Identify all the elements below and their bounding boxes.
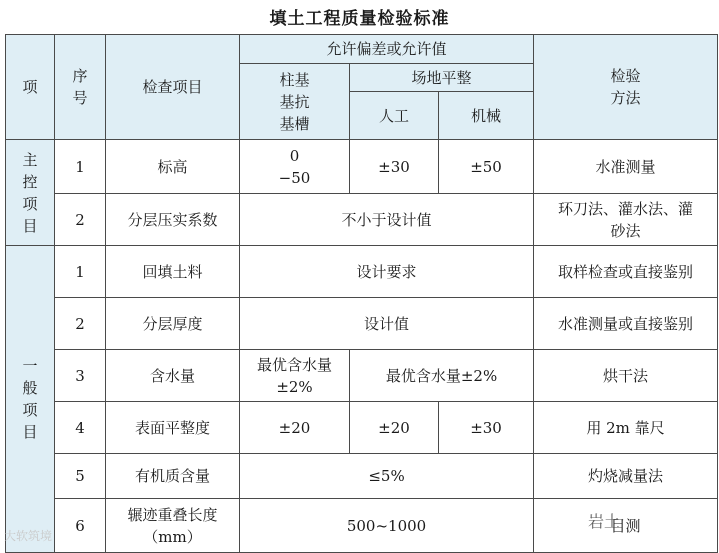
cell-value: ≤5% [240,454,534,499]
cell-item: 辗迹重叠长度 （mm） [106,499,240,553]
cell-machine: ±30 [439,402,534,454]
cell-item: 有机质含量 [106,454,240,499]
group-main: 主 控 项 目 [6,140,55,246]
header-seq: 序 号 [55,35,106,140]
table-row [6,454,718,499]
cell-manual: ±20 [350,402,439,454]
cell-item: 含水量 [106,350,240,402]
cell-item: 标高 [106,140,240,194]
header-method: 检验 方法 [534,35,718,140]
cell-value: 500~1000 [240,499,534,553]
cell-method: 用 2m 靠尺 [534,402,718,454]
cell-seq: 1 [55,140,106,194]
table-row [6,402,718,454]
group-general: 一 般 项 目 [6,246,55,553]
header-pile: 柱基 基抗 基槽 [240,64,350,140]
table-row [6,298,718,350]
cell-seq: 3 [55,350,106,402]
cell-method: 取样检查或直接鉴别 [534,246,718,298]
cell-item: 分层压实系数 [106,194,240,246]
cell-pile: 0 −50 [240,140,350,194]
cell-seq: 2 [55,194,106,246]
table-row [6,246,718,298]
table-title: 填土工程质量检验标准 [269,9,450,29]
header-check-item: 检查项目 [106,35,240,140]
watermark-right: 岩土 [588,512,621,531]
table-row [6,194,718,246]
cell-item: 分层厚度 [106,298,240,350]
header-site: 场地平整 [350,64,534,92]
header-item: 项 [6,35,55,140]
cell-method: 环刀法、灌水法、灌 砂法 [534,194,718,246]
cell-value: 设计要求 [240,246,534,298]
cell-method: 水准测量或直接鉴别 [534,298,718,350]
watermark-left: 大软筑境 [4,529,53,543]
cell-item: 回填土料 [106,246,240,298]
cell-seq: 2 [55,298,106,350]
cell-pile: 最优含水量 ±2% [240,350,350,402]
table-row [6,140,718,194]
cell-pile: ±20 [240,402,350,454]
cell-site: 最优含水量±2% [350,350,534,402]
cell-method: 目测 [534,499,718,553]
cell-method: 烘干法 [534,350,718,402]
cell-item: 表面平整度 [106,402,240,454]
header-machine: 机械 [439,92,534,140]
header-row-1 [6,35,718,64]
quality-standard-table [5,34,718,553]
cell-seq: 4 [55,402,106,454]
cell-value: 不小于设计值 [240,194,534,246]
header-tolerance: 允许偏差或允许值 [240,35,534,64]
cell-seq: 5 [55,454,106,499]
cell-method: 灼烧减量法 [534,454,718,499]
cell-method: 水准测量 [534,140,718,194]
cell-machine: ±50 [439,140,534,194]
cell-seq: 1 [55,246,106,298]
cell-value: 设计值 [240,298,534,350]
cell-manual: ±30 [350,140,439,194]
header-manual: 人工 [350,92,439,140]
cell-seq: 6 [55,499,106,553]
table-row [6,350,718,402]
